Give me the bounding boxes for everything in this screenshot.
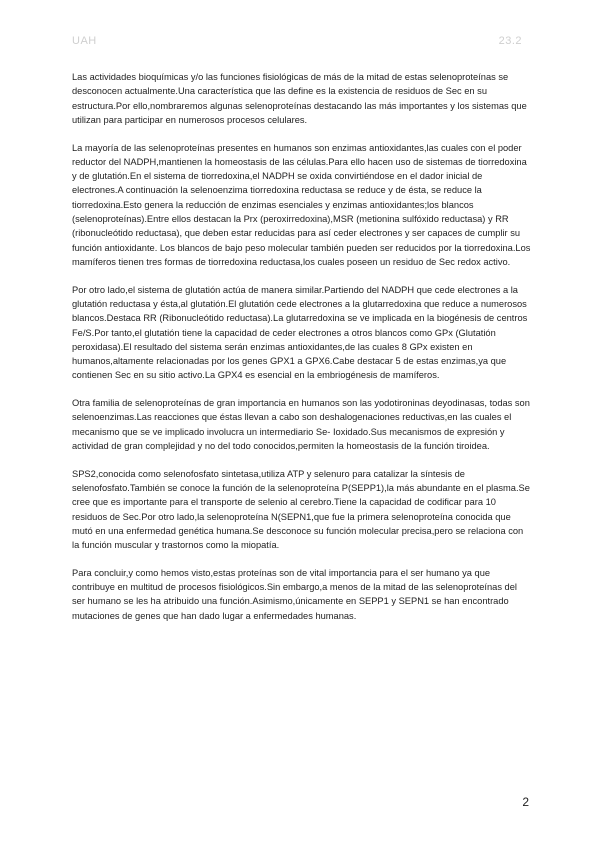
paragraph-conclusion: Para concluir,y como hemos visto,estas proteínas son de vital importancia para el ser humano ya que contribuye en multitud de procesos fisiológicos.Sin embargo,a menos de la mitad de las selenoproteínas del ser humano se les ha atribuido una función.Asimismo,únicamente en SEPP1 y SEPN1 se han encontrado mutaciones de genes que han dado lugar a enfermedades humanas. <box>72 567 517 621</box>
header-right-text: 23.2 <box>498 35 522 47</box>
paragraph-deiodinases: Otra familia de selenoproteínas de gran importancia en humanos son las yodotironinas deyodinasas, todas son selenoenzimas.Las reacciones que éstas llevan a cabo son deshalogenaciones reductivas,en las cuales el mecanismo que se ve implicado involucra un intermediario Se- Ioxidado.Sus mecanismos de expresión y actividad de gran complejidad y no del todo conocidos,permiten la homeostasis de la función tiroidea. <box>72 398 530 451</box>
page-number: 2 <box>522 795 529 809</box>
paragraph-thioredoxin: La mayoría de las selenoproteínas presentes en humanos son enzimas antioxidantes,las cuales con el poder reductor del NADPH,mantienen la homeostasis de las células.Para ello hacen uso de sistemas de tiorredoxina y de glutatión.En el sistema de tiorredoxina,el NADPH se oxida convirtiéndose en el dador inicial de electrones.A continuación la selenoenzima tiorredoxina reductasa se reduce y de ésta, se reduce la tiorredoxina.Esto genera la reducción de enzimas esenciales y enzimas antioxidantes;los blancos (selenoproteínas).Entre ellos destacan la Prx (peroxirredoxina),MSR (metionina sulfóxido reductasa) y RR (ribonucleótido reductasa), que deben estar reducidas para así ceder electrones y ser capaces de cumplir su función antioxidante. Los blancos de bajo peso molecular también pueden ser reducidos por la tiorredoxina.Los mamíferos tienen tres formas de tiorredoxina reductasa,los cuales poseen un residuo de Sec redox activo. <box>72 142 531 267</box>
paragraph-glutathione: Por otro lado,el sistema de glutatión actúa de manera similar.Partiendo del NADPH que cede electrones a la glutatión reductasa y ésta,al glutatión.El glutatión cede electrones a la glutarredoxina que reduce a numerosos blancos.Destaca RR (Ribonucleótido reductasa).La glutarredoxina se ve implicada en la biogénesis de centros Fe/S.Por tanto,el glutatión tiene la capacidad de ceder electrones a otros blancos como GPx (Glutatión peroxidasa).El resultado del sistema serán enzimas antioxidantes,de las cuales 8 GPx existen en humanos,altamente relacionadas por los genes GPX1 a GPX6.Cabe destacar 5 de estas enzimas,ya que contienen Sec en su sitio activo.La GPX4 es esencial en la embriogénesis de mamíferos. <box>72 284 528 381</box>
document-body <box>72 70 532 636</box>
header-left-text: UAH <box>72 35 97 47</box>
paragraph-intro: Las actividades bioquímicas y/o las funciones fisiológicas de más de la mitad de estas selenoproteínas se desconocen actualmente.Una característica que las define es la existencia de residuos de Sec en su estructura.Por ello,nombraremos algunas selenoproteínas destacando las más importantes y los sistemas que utilizan para participar en numerosos procesos celulares. <box>72 72 527 125</box>
paragraph-sps2-sepp1: SPS2,conocida como selenofosfato sintetasa,utiliza ATP y selenuro para catalizar la síntesis de selenofosfato.También se conoce la función de la selenoproteína P(SEPP1),la más abundante en el plasma.Se cree que es importante para el transporte de selenio al cerebro.Tiene la capacidad de codificar para 10 residuos de Sec.Por otro lado,la selenoproteína N(SEPN1,que fue la primera selenoproteína conocida que mutó en una enfermedad genética humana.Se desconoce su función molecular precisa,pero se relaciona con la función muscular y trastornos como la miopatía. <box>72 468 530 551</box>
